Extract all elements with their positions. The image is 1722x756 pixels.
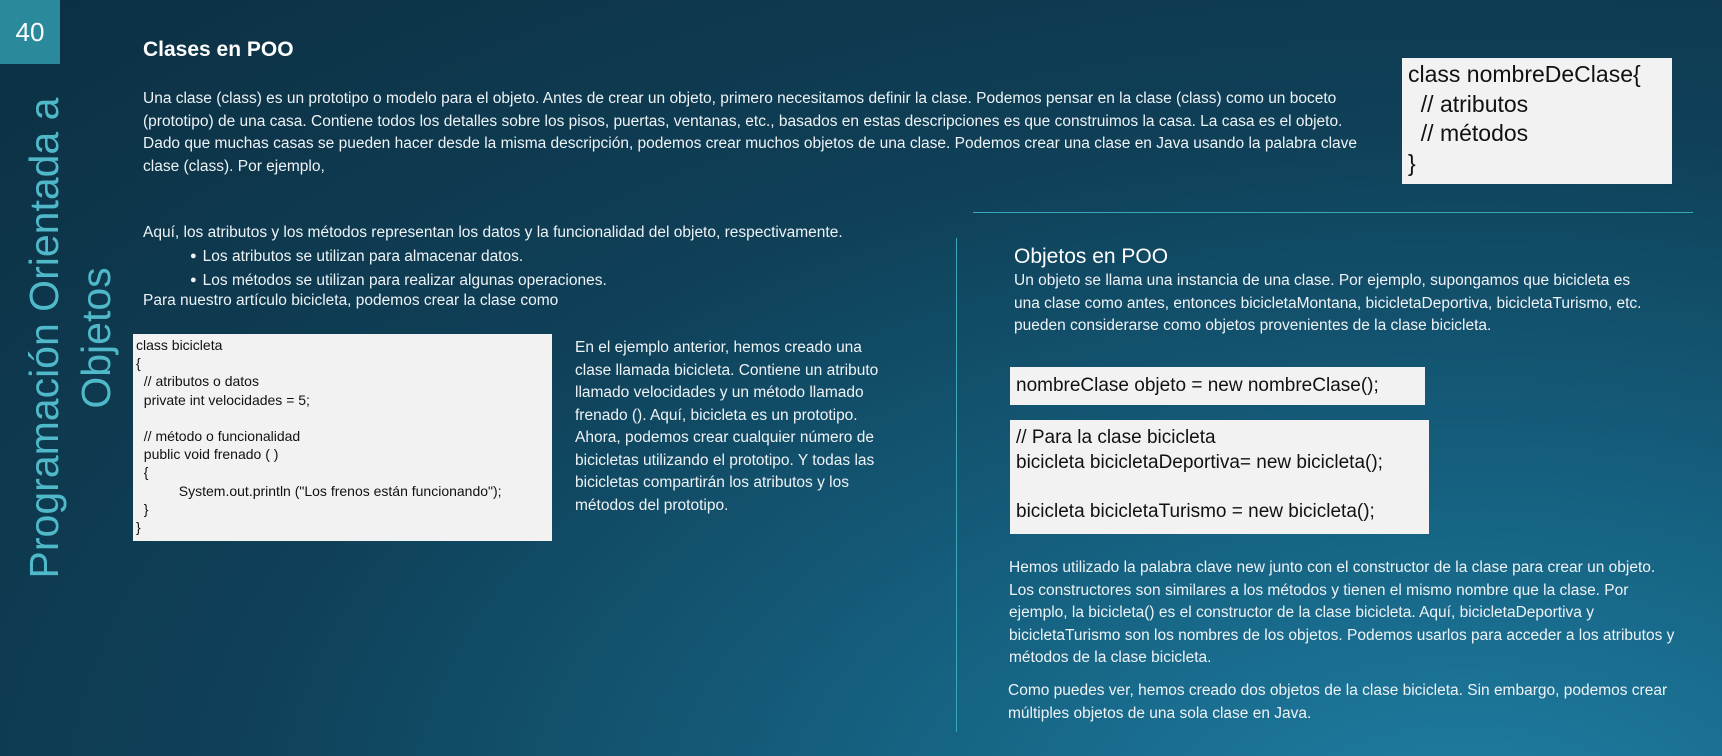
bicycle-class-code-box: class bicicleta { // atributos o datos private int velocidades = 5; // método o funcionalidad public void frenado ( ) { System.out.println ("Los frenos están funcionando"); } } bbox=[133, 334, 552, 541]
bicycle-intro-text: Para nuestro artículo bicicleta, podemos crear la clase como bbox=[143, 292, 559, 309]
clases-intro-paragraph: Una clase (class) es un prototipo o modelo para el objeto. Antes de crear un objeto, primero necesitamos definir la clase. Podemos pensar en la clase (class) como un boceto (prototipo) de una casa. Contiene todos los detalles sobre los pisos, puertas, ventanas, etc., basados en estas descripciones es que construimos la casa. La casa es el objeto. Dado que muchas casas se pueden hacer desde la misma descripción, podemos crear muchos objetos de una clase. Podemos crear una clase en Java usando la palabra clave clase (class). Por ejemplo, bbox=[143, 90, 1358, 175]
bullet-item-attributes: ● Los atributos se utilizan para almacenar datos. bbox=[190, 245, 607, 269]
multiple-objects-paragraph: Como puedes ver, hemos creado dos objetos de la clase bicicleta. Sin embargo, podemos crear múltiples objetos de una sola clase en Java. bbox=[1008, 682, 1668, 722]
horizontal-divider bbox=[973, 212, 1693, 213]
vertical-title-line-2: Objetos bbox=[73, 267, 119, 409]
bullet-item-methods: ● Los métodos se utilizan para realizar algunas operaciones. bbox=[190, 269, 607, 293]
class-template-code-box: class nombreDeClase{ // atributos // métodos } bbox=[1402, 58, 1672, 184]
object-syntax-code-box: nombreClase objeto = new nombreClase(); bbox=[1010, 367, 1425, 405]
vertical-divider bbox=[956, 238, 957, 732]
objetos-heading: Objetos en POO bbox=[1014, 245, 1169, 268]
attributes-bullet-list bbox=[190, 245, 607, 292]
attributes-intro-text: Aquí, los atributos y los métodos representan los datos y la funcionalidad del objeto, respectivamente. bbox=[143, 224, 843, 241]
clases-heading: Clases en POO bbox=[143, 38, 294, 61]
vertical-slide-title bbox=[18, 48, 122, 628]
objetos-intro-paragraph: Un objeto se llama una instancia de una clase. Por ejemplo, supongamos que bicicleta es una clase como antes, entonces bicicletaMontana, bicicletaDeportiva, bicicletaTurismo, etc. pueden considerarse como objetos provenientes de la clase bicicleta. bbox=[1014, 272, 1642, 334]
bicycle-explanation-paragraph: En el ejemplo anterior, hemos creado una clase llamada bicicleta. Contiene un atributo llamado velocidades y un método llamado frenado (). Aquí, bicicleta es un prototipo. Ahora, podemos crear cualquier número de bicicletas utilizando el prototipo. Y todas las bicicletas compartirán los atributos y los métodos del prototipo. bbox=[575, 339, 879, 514]
page-number: 40 bbox=[0, 0, 60, 64]
constructor-paragraph: Hemos utilizado la palabra clave new junto con el constructor de la clase para crear un objeto. Los constructores son similares a los métodos y tienen el mismo nombre que la clase. Por ejemplo, la bicicleta() es el constructor de la clase bicicleta. Aquí, bicicletaDeportiva y bicicletaTurismo son los nombres de los objetos. Podemos usarlos para acceder a los atributos y métodos de la clase bicicleta. bbox=[1009, 559, 1675, 666]
vertical-title-line-1: Programación Orientada a bbox=[21, 97, 67, 579]
object-example-code-box: // Para la clase bicicleta bicicleta bicicletaDeportiva= new bicicleta(); bicicleta bicicletaTurismo = new bicicleta(); bbox=[1010, 420, 1429, 534]
